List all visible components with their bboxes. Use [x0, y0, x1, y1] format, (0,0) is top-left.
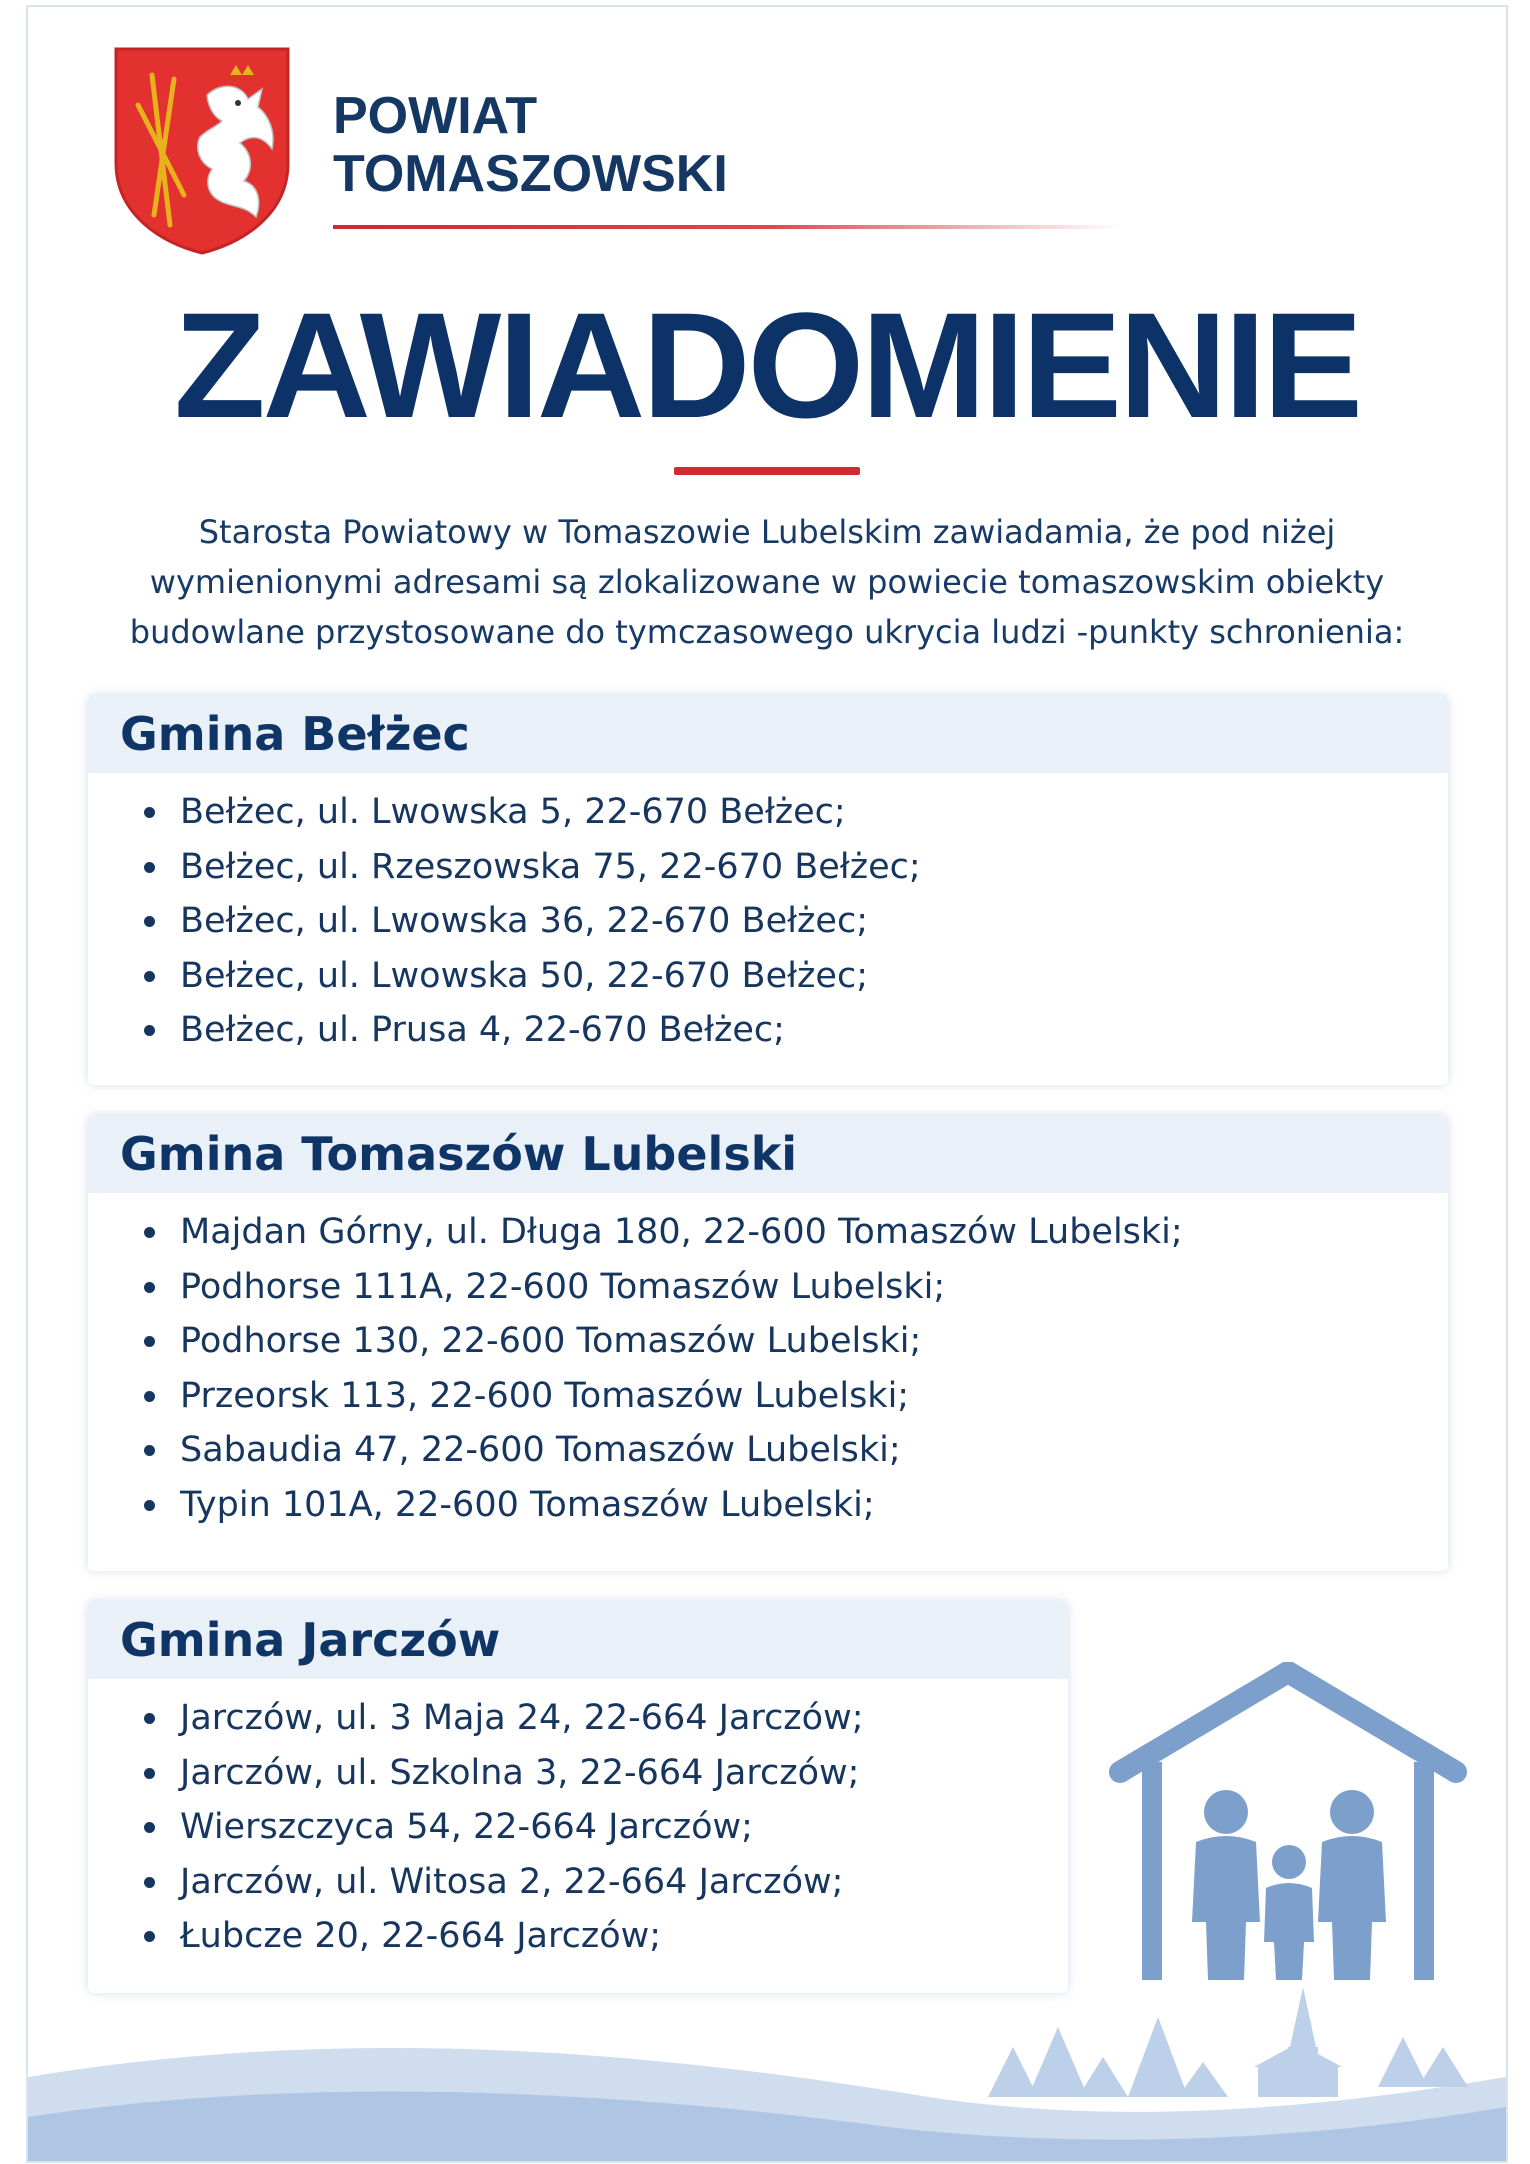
notice-page — [26, 5, 1508, 2163]
section-gmina-tomaszow-lubelski — [88, 1115, 1448, 1571]
intro-text: Starosta Powiatowy w Tomaszowie Lubelskim zawiadamia, że pod niżej wymienionymi adresami są zlokalizowane w powiecie tomaszowskim obiekty budowlane przystosowane do tymczasowego ukrycia ludzi -punkty schronienia: — [129, 513, 1405, 651]
address-text: Bełżec, ul. Lwowska 5, 22-670 Bełżec; — [180, 792, 846, 832]
address-list — [88, 1679, 1068, 1964]
section-title: Gmina Tomaszów Lubelski — [120, 1127, 798, 1181]
address-text: Wierszczyca 54, 22-664 Jarczów; — [180, 1807, 753, 1847]
address-item — [144, 1260, 1448, 1315]
page-title: ZAWIADOMIENIE — [174, 281, 1360, 449]
address-list — [88, 1193, 1448, 1532]
title-divider — [674, 467, 860, 475]
address-item — [144, 785, 1448, 840]
bullet-icon — [144, 807, 155, 818]
address-item — [144, 1369, 1448, 1424]
address-item — [144, 1800, 1068, 1855]
address-item — [144, 1909, 1068, 1964]
address-text: Bełżec, ul. Prusa 4, 22-670 Bełżec; — [180, 1010, 785, 1050]
address-item — [144, 1691, 1068, 1746]
bullet-icon — [144, 1025, 155, 1036]
address-text: Łubcze 20, 22-664 Jarczów; — [180, 1916, 662, 1956]
brand-line-1: POWIAT — [333, 87, 538, 145]
coat-of-arms-griffin-icon — [112, 45, 292, 257]
bullet-icon — [144, 862, 155, 873]
bullet-icon — [144, 1336, 155, 1347]
bullet-icon — [144, 1713, 155, 1724]
address-item — [144, 1314, 1448, 1369]
address-item — [144, 1478, 1448, 1533]
address-item — [144, 1205, 1448, 1260]
address-text: Przeorsk 113, 22-600 Tomaszów Lubelski; — [180, 1375, 910, 1416]
bullet-icon — [144, 1877, 155, 1888]
brand-line-2: TOMASZOWSKI — [333, 145, 728, 203]
address-text: Bełżec, ul. Lwowska 50, 22-670 Bełżec; — [180, 955, 868, 996]
bullet-icon — [144, 1445, 155, 1456]
address-text: Podhorse 111A, 22-600 Tomaszów Lubelski; — [180, 1266, 946, 1307]
address-text: Bełżec, ul. Lwowska 36, 22-670 Bełżec; — [180, 901, 868, 941]
section-title: Gmina Bełżec — [120, 707, 470, 761]
address-item — [144, 949, 1448, 1004]
brand — [333, 87, 728, 203]
address-item — [144, 1855, 1068, 1910]
bullet-icon — [144, 1227, 155, 1238]
family-shelter-house-icon — [1108, 1662, 1468, 1982]
bullet-icon — [144, 1822, 155, 1833]
address-text: Sabaudia 47, 22-600 Tomaszów Lubelski; — [180, 1430, 901, 1470]
address-text: Majdan Górny, ul. Długa 180, 22-600 Tomaszów Lubelski; — [180, 1212, 1183, 1252]
bullet-icon — [144, 1768, 155, 1779]
bullet-icon — [144, 1391, 155, 1402]
section-title: Gmina Jarczów — [120, 1613, 501, 1667]
address-text: Jarczów, ul. Witosa 2, 22-664 Jarczów; — [180, 1861, 844, 1902]
bullet-icon — [144, 971, 155, 982]
address-item — [144, 840, 1448, 895]
section-header — [88, 1115, 1448, 1193]
address-item — [144, 1746, 1068, 1801]
address-item — [144, 894, 1448, 949]
address-item — [144, 1423, 1448, 1478]
brand-divider — [333, 225, 1123, 229]
address-text: Bełżec, ul. Rzeszowska 75, 22-670 Bełżec; — [180, 846, 921, 887]
landscape-hills-church-icon — [28, 1987, 1506, 2163]
address-text: Jarczów, ul. 3 Maja 24, 22-664 Jarczów; — [180, 1698, 864, 1738]
address-item — [144, 1003, 1448, 1058]
section-gmina-belzec — [88, 695, 1448, 1085]
section-header — [88, 695, 1448, 773]
address-list — [88, 773, 1448, 1058]
section-header — [88, 1601, 1068, 1679]
address-text: Typin 101A, 22-600 Tomaszów Lubelski; — [180, 1484, 875, 1525]
bullet-icon — [144, 916, 155, 927]
address-text: Jarczów, ul. Szkolna 3, 22-664 Jarczów; — [180, 1752, 860, 1793]
bullet-icon — [144, 1500, 155, 1511]
bullet-icon — [144, 1931, 155, 1942]
address-text: Podhorse 130, 22-600 Tomaszów Lubelski; — [180, 1321, 922, 1361]
bullet-icon — [144, 1282, 155, 1293]
section-gmina-jarczow — [88, 1601, 1068, 1993]
